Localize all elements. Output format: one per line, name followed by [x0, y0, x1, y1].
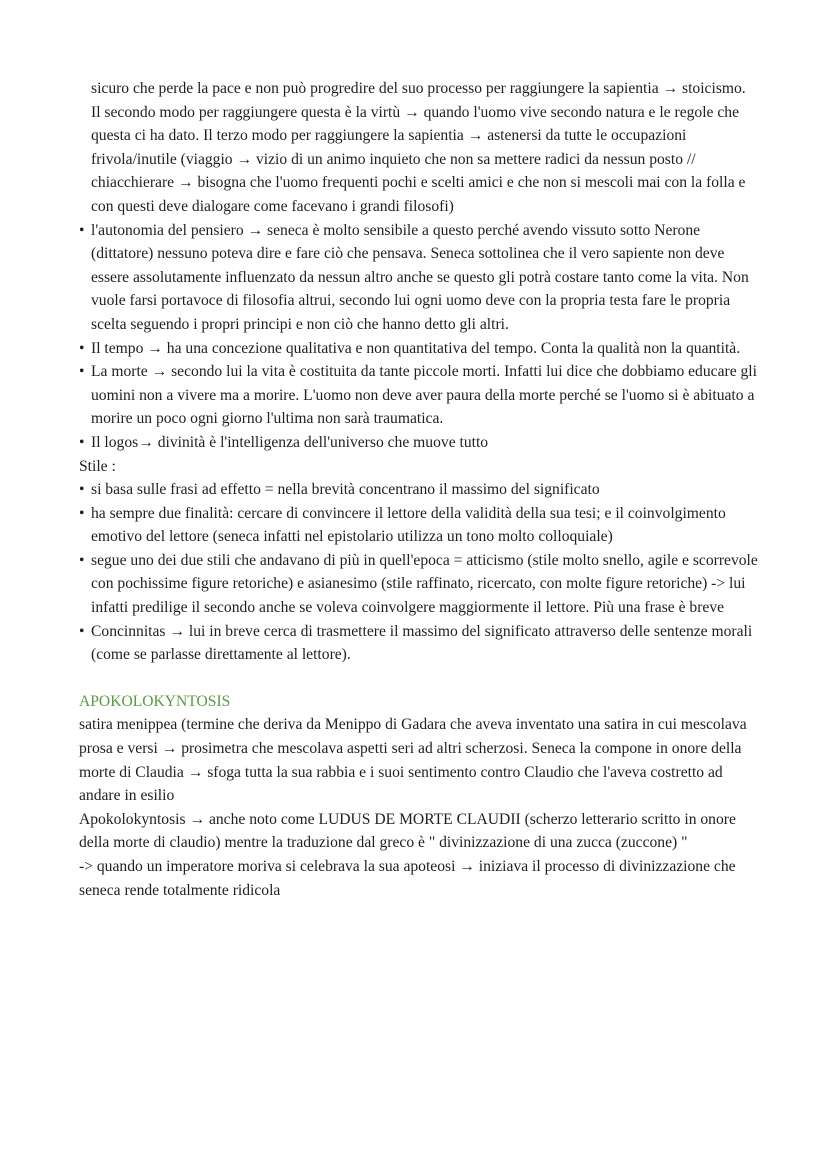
intro-paragraph: sicuro che perde la pace e non può progredire del suo processo per raggiungere la sapientia → stoicismo. Il secondo modo per raggiungere questa è la virtù → quando l'uomo vive secondo natura e le regole che questa ci ha dato. Il terzo modo per raggiungere la sapientia → astenersi da tutte le occupazioni frivola/inutile (viaggio → vizio di un animo inquieto che non sa mettere radici da nessun posto // chiacchierare → bisogna che l'uomo frequenti pochi e scelti amici e che non si mescoli mai con la folla e con questi deve dialogare come facevano i grandi filosofi) — [91, 80, 746, 215]
list-item: • si basa sulle frasi ad effetto = nella brevità concentrano il massimo del significato — [79, 478, 758, 502]
section-paragraph: -> quando un imperatore moriva si celebrava la sua apoteosi → iniziava il processo di divinizzazione che seneca rende totalmente ridicola — [79, 858, 736, 899]
section-paragraph: Apokolokyntosis → anche noto come LUDUS DE MORTE CLAUDII (scherzo letterario scritto in onore della morte di claudio) mentre la traduzione dal greco è " divinizzazione di una zucca (zuccone) " — [79, 810, 736, 852]
section-paragraph: satira menippea (termine che deriva da Menippo di Gadara che aveva inventato una satira in cui mescolava prosa e versi → prosimetra che mescolava aspetti seri ad altri scherzosi. Seneca la compone in onore della morte di Claudia → sfoga tutta la sua rabbia e i suoi sentimento contro Claudio che l'aveva costretto ad andare in esilio — [79, 716, 747, 805]
list-item: • segue uno dei due stili che andavano di più in quell'epoca = atticismo (stile molto snello, agile e scorrevole con pochissime figure retoriche) e asianesimo (stile raffinato, ricercato, con molte figure retoriche) -> lui infatti predilige il secondo anche se voleva coinvolgere maggiormente il lettore. Più una frase è breve — [79, 549, 758, 620]
themes-list — [79, 219, 758, 455]
list-item: • Il logos→ divinità è l'intelligenza dell'universo che muove tutto — [79, 431, 758, 455]
style-label: Stile : — [79, 457, 116, 475]
style-list — [79, 478, 758, 667]
list-item: • ha sempre due finalità: cercare di convincere il lettore della validità della sua tesi; e il coinvolgimento emotivo del lettore (seneca infatti nel epistolario utilizza un tono molto colloquiale) — [79, 502, 758, 549]
list-item: • La morte → secondo lui la vita è costituita da tante piccole morti. Infatti lui dice che dobbiamo educare gli uomini non a vivere ma a morire. L'uomo non deve aver paura della morte perché se l'uomo si è abituato a morire un poco ogni giorno l'ultima non sarà traumatica. — [79, 360, 758, 431]
section-heading: APOKOLOKYNTOSIS — [79, 692, 231, 710]
list-item: • Il tempo → ha una concezione qualitativa e non quantitativa del tempo. Conta la qualità non la quantità. — [79, 337, 758, 361]
list-item: • l'autonomia del pensiero → seneca è molto sensibile a questo perché avendo vissuto sotto Nerone (dittatore) nessuno poteva dire e fare ciò che pensava. Seneca sottolinea che il vero sapiente non deve essere assolutamente influenzato da nessun altro anche se questo gli potrà costare tanto come la vita. Non vuole farsi portavoce di filosofia altrui, secondo lui ogni uomo deve con la propria testa fare le propria scelta seguendo i propri principi e non ciò che hanno detto gli altri. — [79, 219, 758, 337]
list-item: • Concinnitas → lui in breve cerca di trasmettere il massimo del significato attraverso delle sentenze morali (come se parlasse direttamente al lettore). — [79, 620, 758, 667]
